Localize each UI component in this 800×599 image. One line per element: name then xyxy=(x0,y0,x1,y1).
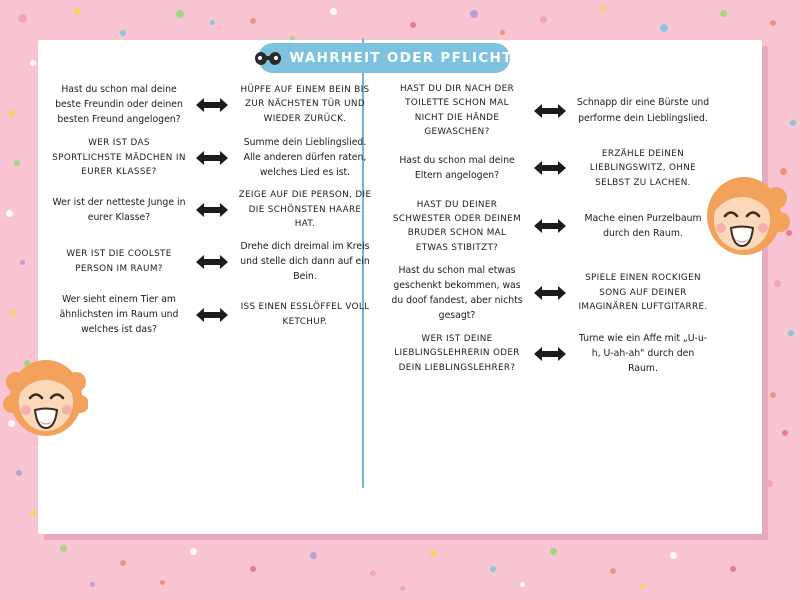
confetti-dot xyxy=(30,510,36,516)
qa-row xyxy=(52,239,372,284)
confetti-dot xyxy=(770,392,776,398)
confetti-dot xyxy=(500,30,505,35)
double-arrow-icon xyxy=(533,213,567,239)
laughing-boy-illustration xyxy=(700,168,792,264)
dare-task: SPIELE EINEN ROCKIGEN SONG AUF DEINER IMAGINÄREN LUFTGITARRE. xyxy=(578,273,708,312)
double-arrow-icon xyxy=(195,197,229,223)
confetti-dot xyxy=(190,548,197,555)
laughing-girl-illustration xyxy=(2,352,88,444)
double-arrow-icon xyxy=(195,92,229,118)
qa-row xyxy=(390,198,710,255)
dare-task: Drehe dich dreimal im Kreis und stelle dich dann auf ein Bein. xyxy=(240,241,370,283)
confetti-dot xyxy=(430,550,437,557)
double-arrow-icon xyxy=(533,155,567,181)
confetti-dot xyxy=(610,568,616,574)
confetti-dot xyxy=(720,10,727,17)
double-arrow-icon xyxy=(195,145,229,171)
title-banner xyxy=(258,43,513,73)
double-arrow-icon xyxy=(533,98,567,124)
confetti-dot xyxy=(640,584,645,589)
qa-row xyxy=(390,331,710,376)
confetti-dot xyxy=(490,566,496,572)
confetti-dot xyxy=(550,548,557,555)
confetti-dot xyxy=(774,280,781,287)
truth-question: Wer ist der netteste Junge in eurer Klasse? xyxy=(52,196,186,223)
confetti-dot xyxy=(210,20,215,25)
truth-question: WER IST DAS SPORTLICHSTE MÄDCHEN IN EURER KLASSE? xyxy=(52,138,186,177)
confetti-dot xyxy=(120,30,126,36)
dare-task: Turne wie ein Affe mit „U-u-h, U-ah-ah" durch den Raum. xyxy=(578,332,708,375)
truth-question: Hast du schon mal deine beste Freundin oder deinen besten Freund angelogen? xyxy=(55,84,183,126)
truth-question: Hast du schon mal etwas geschenkt bekommen, was du doof fandest, aber nichts gesagt? xyxy=(391,264,523,321)
confetti-dot xyxy=(90,582,95,587)
confetti-dot xyxy=(600,6,606,12)
confetti-dot xyxy=(20,260,25,265)
qa-row xyxy=(52,292,372,337)
confetti-dot xyxy=(310,552,317,559)
confetti-dot xyxy=(788,330,794,336)
confetti-dot xyxy=(74,8,81,15)
double-arrow-icon xyxy=(533,341,567,367)
confetti-dot xyxy=(8,110,15,117)
truth-question: WER IST DEINE LIEBLINGSLEHRERIN ODER DEIN LIEBLINGSLEHRER? xyxy=(394,334,520,373)
qa-row xyxy=(52,188,372,231)
dare-task: Schnapp dir eine Bürste und performe dein Lieblingslied. xyxy=(576,97,710,124)
confetti-dot xyxy=(330,8,337,15)
dare-task: ERZÄHLE DEINEN LIEBLINGSWITZ, OHNE SELBST ZU LACHEN. xyxy=(589,149,697,188)
mask-icon xyxy=(255,52,281,65)
confetti-dot xyxy=(782,430,788,436)
double-arrow-icon xyxy=(195,302,229,328)
confetti-dot xyxy=(730,566,736,572)
confetti-dot xyxy=(770,20,776,26)
truth-question: HAST DU DEINER SCHWESTER ODER DEINEM BRUDER SCHON MAL ETWAS STIBITZT? xyxy=(392,199,522,253)
qa-row xyxy=(52,135,372,180)
left-column xyxy=(52,82,372,345)
confetti-dot xyxy=(520,582,525,587)
confetti-dot xyxy=(540,16,547,23)
confetti-dot xyxy=(660,24,668,32)
confetti-dot xyxy=(176,10,184,18)
confetti-dot xyxy=(250,18,256,24)
right-column xyxy=(390,82,710,384)
double-arrow-icon xyxy=(533,280,567,306)
truth-question: Wer sieht einem Tier am ähnlichsten im Raum und welches ist das? xyxy=(59,294,179,336)
confetti-dot xyxy=(120,560,126,566)
confetti-dot xyxy=(10,310,16,316)
dare-task: ISS EINEN ESSLÖFFEL VOLL KETCHUP. xyxy=(240,302,370,327)
truth-question: WER IST DIE COOLSTE PERSON IM RAUM? xyxy=(66,249,172,274)
dare-task: Mache einen Purzelbaum durch den Raum. xyxy=(584,213,702,240)
confetti-dot xyxy=(30,60,36,66)
confetti-dot xyxy=(60,545,67,552)
truth-question: Hast du schon mal deine Eltern angelogen? xyxy=(399,155,515,182)
qa-row xyxy=(390,147,710,190)
confetti-dot xyxy=(16,470,22,476)
confetti-dot xyxy=(6,210,13,217)
double-arrow-icon xyxy=(195,249,229,275)
confetti-dot xyxy=(250,566,256,572)
confetti-dot xyxy=(670,552,677,559)
confetti-dot xyxy=(18,14,27,23)
truth-question: HAST DU DIR NACH DER TOILETTE SCHON MAL NICHT DIE HÄNDE GEWASCHEN? xyxy=(399,84,515,137)
dare-task: HÜPFE AUF EINEM BEIN BIS ZUR NÄCHSTEN TÜR UND WIEDER ZURÜCK. xyxy=(240,85,370,124)
qa-row xyxy=(390,82,710,139)
confetti-dot xyxy=(400,586,405,591)
dare-task: ZEIGE AUF DIE PERSON, DIE DIE SCHÖNSTEN HAARE HAT. xyxy=(238,190,372,229)
confetti-dot xyxy=(790,120,796,126)
confetti-dot xyxy=(370,570,376,576)
confetti-dot xyxy=(470,10,478,18)
dare-task: Summe dein Lieblingslied. Alle anderen dürfen raten, welches Lied es ist. xyxy=(243,137,367,179)
confetti-dot xyxy=(14,160,20,166)
confetti-dot xyxy=(410,22,416,28)
qa-row xyxy=(52,82,372,127)
confetti-dot xyxy=(160,580,165,585)
page-title: WAHRHEIT ODER PFLICHT xyxy=(289,50,513,66)
qa-row xyxy=(390,263,710,323)
